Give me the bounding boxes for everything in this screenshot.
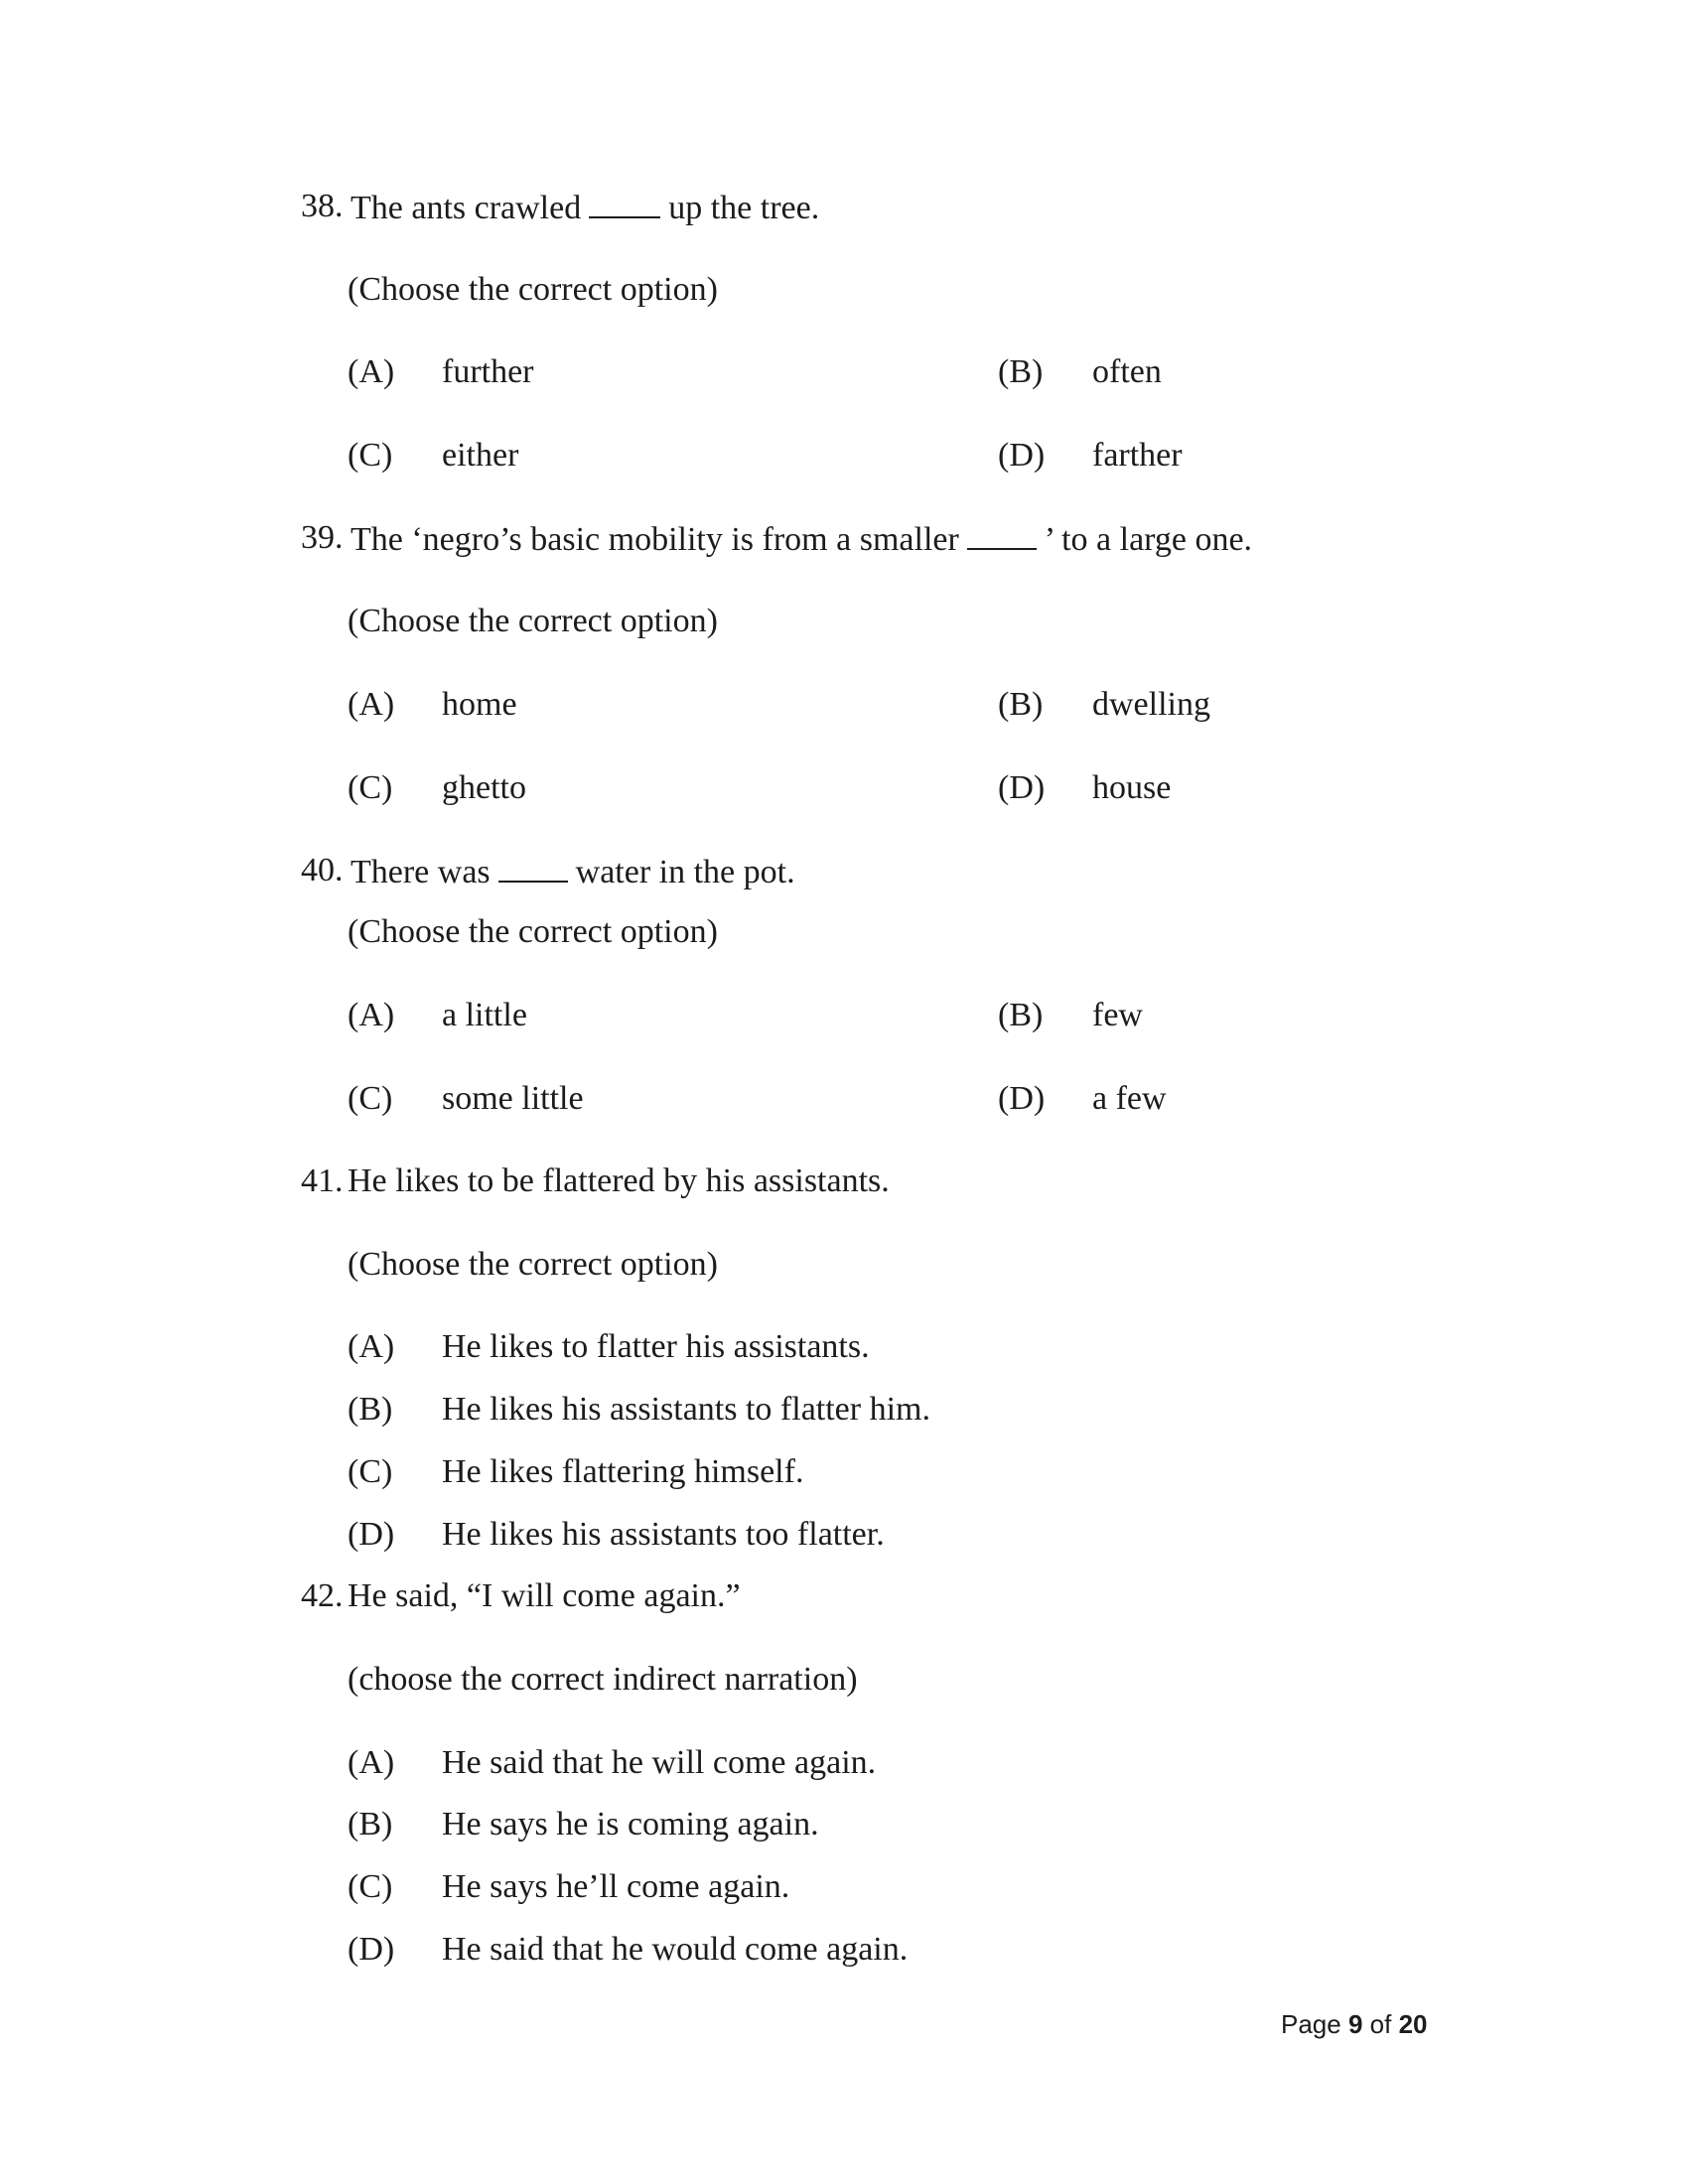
stem-before-blank: The ants crawled xyxy=(351,190,582,226)
option-letter: (D) xyxy=(998,1080,1046,1117)
option-letter: (D) xyxy=(348,1516,395,1553)
question-number: 39. xyxy=(301,519,344,556)
option-letter: (A) xyxy=(348,353,395,390)
stem-after-blank: water in the pot. xyxy=(575,854,795,890)
current-page-number: 9 xyxy=(1347,2009,1363,2039)
option-text: a little xyxy=(442,997,527,1033)
option-text: farther xyxy=(1092,437,1183,474)
option-letter: (A) xyxy=(348,1744,395,1781)
question-stem: He said, “I will come again.” xyxy=(348,1577,741,1614)
option-text: He says he is coming again. xyxy=(442,1806,819,1843)
page-of-label: of xyxy=(1369,2009,1392,2039)
question-instruction: (Choose the correct option) xyxy=(348,603,718,639)
option-text: a few xyxy=(1092,1080,1167,1117)
answer-blank xyxy=(498,851,568,883)
stem-after-blank: ’ to a large one. xyxy=(1044,521,1253,558)
option-letter: (C) xyxy=(348,1868,393,1905)
option-letter: (A) xyxy=(348,997,395,1033)
answer-blank xyxy=(967,518,1037,550)
option-letter: (C) xyxy=(348,1453,393,1490)
option-text: He said that he will come again. xyxy=(442,1744,877,1781)
option-letter: (D) xyxy=(348,1931,395,1968)
option-text: He said that he would come again. xyxy=(442,1931,909,1968)
stem-before-blank: There was xyxy=(351,854,491,890)
option-letter: (B) xyxy=(998,997,1044,1033)
option-text: some little xyxy=(442,1080,584,1117)
question-stem xyxy=(351,187,819,228)
option-letter: (A) xyxy=(348,1328,395,1365)
option-letter: (C) xyxy=(348,1080,393,1117)
option-letter: (A) xyxy=(348,686,395,723)
option-letter: (C) xyxy=(348,437,393,474)
question-number: 40. xyxy=(301,852,344,888)
option-text: further xyxy=(442,353,534,390)
question-instruction: (Choose the correct option) xyxy=(348,271,718,308)
question-instruction: (Choose the correct option) xyxy=(348,913,718,950)
question-instruction: (Choose the correct option) xyxy=(348,1246,718,1283)
option-text: ghetto xyxy=(442,769,526,806)
option-letter: (B) xyxy=(348,1806,393,1843)
question-number: 38. xyxy=(301,188,344,224)
page-label: Page xyxy=(1281,2009,1341,2039)
stem-after-blank: up the tree. xyxy=(668,190,820,226)
option-letter: (D) xyxy=(998,769,1046,806)
option-text: He likes flattering himself. xyxy=(442,1453,804,1490)
option-text: He says he’ll come again. xyxy=(442,1868,790,1905)
question-number: 42. xyxy=(301,1577,344,1614)
option-letter: (B) xyxy=(348,1391,393,1428)
option-text: home xyxy=(442,686,517,723)
question-number: 41. xyxy=(301,1162,344,1199)
option-text: often xyxy=(1092,353,1162,390)
option-letter: (C) xyxy=(348,769,393,806)
question-stem xyxy=(351,851,795,892)
option-text: He likes to flatter his assistants. xyxy=(442,1328,870,1365)
option-letter: (D) xyxy=(998,437,1046,474)
answer-blank xyxy=(589,187,660,218)
option-text: either xyxy=(442,437,519,474)
question-stem xyxy=(351,518,1252,560)
option-text: few xyxy=(1092,997,1143,1033)
question-stem: He likes to be flattered by his assistants. xyxy=(348,1162,890,1199)
option-letter: (B) xyxy=(998,686,1044,723)
option-text: dwelling xyxy=(1092,686,1210,723)
stem-before-blank: The ‘negro’s basic mobility is from a smaller xyxy=(351,521,959,558)
option-text: house xyxy=(1092,769,1172,806)
question-instruction: (choose the correct indirect narration) xyxy=(348,1661,858,1698)
page-footer xyxy=(1281,2009,1428,2039)
option-text: He likes his assistants to flatter him. xyxy=(442,1391,930,1428)
option-text: He likes his assistants too flatter. xyxy=(442,1516,885,1553)
total-pages-number: 20 xyxy=(1398,2009,1428,2039)
option-letter: (B) xyxy=(998,353,1044,390)
